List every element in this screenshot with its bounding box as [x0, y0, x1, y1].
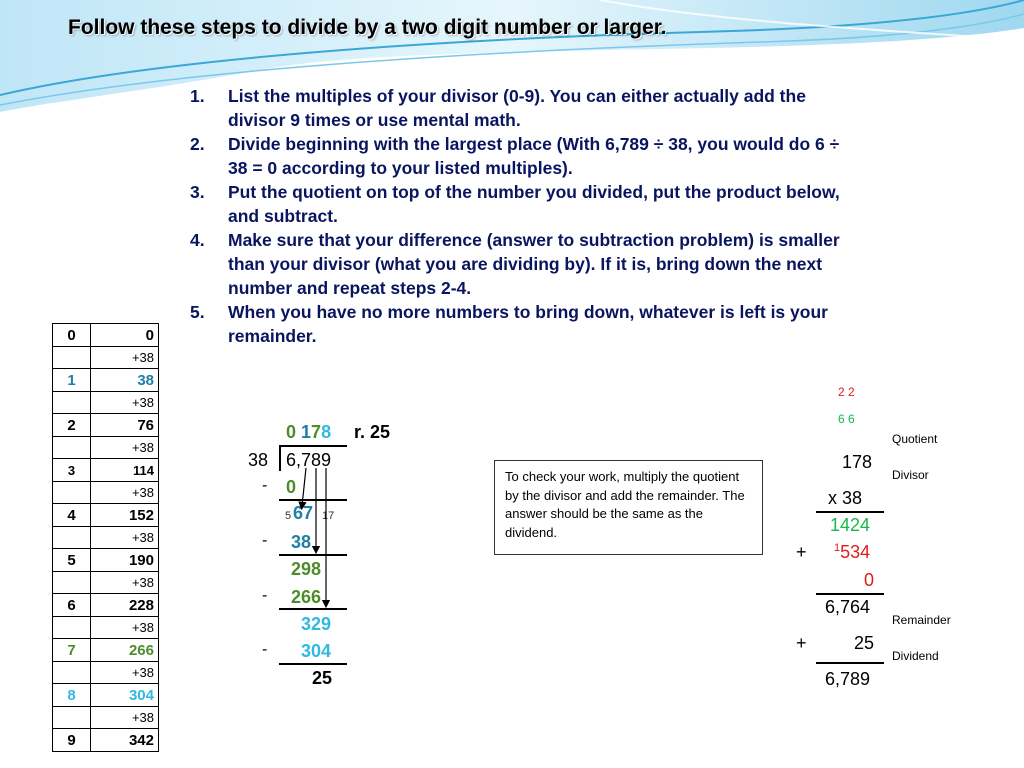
multiple-index: 5 [53, 549, 91, 572]
multiple-row [53, 549, 159, 572]
sum-line [816, 593, 884, 595]
empty-cell [53, 707, 91, 729]
increment-row [53, 572, 159, 594]
multiple-index: 7 [53, 639, 91, 662]
minus-sign: - [262, 532, 268, 549]
step-text: Divide beginning with the largest place (With 6,789 ÷ 38, you would do 6 ÷ 38 = 0 according to your listed multiples). [228, 134, 840, 178]
empty-cell [53, 347, 91, 369]
increment-value: +38 [91, 572, 159, 594]
subtraction-line [279, 663, 347, 665]
multiple-row [53, 639, 159, 662]
division-bar [279, 445, 347, 447]
quotient-digit: 0 [286, 422, 297, 442]
step-item [190, 132, 850, 180]
plus-sign: + [796, 633, 807, 653]
check-product: 6,764 [825, 597, 871, 617]
step-text: List the multiples of your divisor (0-9). You can either actually add the divisor 9 times or use mental math. [228, 86, 806, 130]
difference-3: 329 [301, 614, 332, 634]
multiple-value: 0 [91, 324, 159, 347]
check-dividend: 6,789 [825, 669, 871, 689]
check-quotient: 178 [842, 452, 873, 472]
multiple-index: 3 [53, 459, 91, 482]
minus-sign: - [262, 641, 268, 658]
increment-value: +38 [91, 527, 159, 549]
divisor: 38 [248, 450, 269, 470]
carry-mark: 1 [834, 542, 841, 554]
step-number: 1. [190, 86, 205, 106]
empty-cell [53, 482, 91, 504]
division-bracket [279, 445, 281, 471]
multiple-index: 9 [53, 729, 91, 752]
multiple-value: 266 [91, 639, 159, 662]
increment-row [53, 482, 159, 504]
carry-digits: 2 2 [838, 385, 855, 399]
multiple-index: 6 [53, 594, 91, 617]
step-item [190, 84, 850, 132]
step-number: 3. [190, 182, 205, 202]
increment-row [53, 347, 159, 369]
product-2: 38 [291, 532, 312, 552]
borrow-note: 5 [285, 510, 292, 522]
multiple-index: 0 [53, 324, 91, 347]
multiple-value: 228 [91, 594, 159, 617]
multiple-value: 342 [91, 729, 159, 752]
multiple-index: 2 [53, 414, 91, 437]
increment-value: +38 [91, 347, 159, 369]
product-4: 304 [301, 641, 332, 661]
multiple-value: 304 [91, 684, 159, 707]
minus-sign: - [262, 587, 268, 604]
partial-product [834, 542, 870, 563]
check-remainder: 25 [854, 633, 875, 653]
steps-list [190, 84, 850, 348]
product-line [816, 511, 884, 513]
empty-cell [53, 617, 91, 639]
multiple-value: 152 [91, 504, 159, 527]
bring-down-arrows [296, 466, 336, 636]
empty-cell [53, 527, 91, 549]
multiples-table [52, 323, 159, 752]
step-text: When you have no more numbers to bring down, whatever is left is your remainder. [228, 302, 828, 346]
step-item [190, 228, 850, 300]
step-item [190, 300, 850, 348]
multiple-index: 8 [53, 684, 91, 707]
increment-value: +38 [91, 662, 159, 684]
increment-row [53, 662, 159, 684]
multiple-row [53, 684, 159, 707]
multiple-value: 76 [91, 414, 159, 437]
empty-cell [53, 662, 91, 684]
increment-row [53, 527, 159, 549]
empty-cell [53, 392, 91, 414]
quotient-label: Quotient [892, 432, 938, 446]
page-title: Follow these steps to divide by a two digit number or larger. [68, 16, 667, 39]
dividend-label: Dividend [892, 649, 939, 663]
increment-value: +38 [91, 617, 159, 639]
increment-value: +38 [91, 482, 159, 504]
borrow-note: 17 [322, 510, 335, 522]
final-remainder: 25 [312, 668, 333, 688]
multiple-row [53, 504, 159, 527]
increment-row [53, 707, 159, 729]
multiple-value: 38 [91, 369, 159, 392]
quotient-digits [286, 422, 331, 443]
check-divisor: x 38 [828, 488, 863, 508]
multiple-row [53, 729, 159, 752]
step-number: 2. [190, 134, 205, 154]
increment-value: +38 [91, 437, 159, 459]
partial-product-value: 534 [840, 542, 871, 562]
increment-row [53, 617, 159, 639]
plus-sign: + [796, 542, 807, 562]
multiple-row [53, 324, 159, 347]
multiple-row [53, 369, 159, 392]
remainder-label: Remainder [892, 613, 951, 627]
multiple-index: 1 [53, 369, 91, 392]
product-1: 0 [286, 477, 297, 497]
empty-cell [53, 437, 91, 459]
difference-2: 298 [291, 559, 322, 579]
increment-row [53, 437, 159, 459]
step-text: Make sure that your difference (answer to subtraction problem) is smaller than your divisor (what you are dividing by). If it is, bring down the next number and repeat steps 2-4. [228, 230, 840, 298]
multiple-value: 190 [91, 549, 159, 572]
increment-value: +38 [91, 707, 159, 729]
product-3: 266 [291, 587, 322, 607]
step-text: Put the quotient on top of the number you divided, put the product below, and subtract. [228, 182, 840, 226]
quotient-digit: 7 [311, 422, 322, 442]
multiple-value: 114 [91, 459, 159, 482]
multiple-index: 4 [53, 504, 91, 527]
multiple-row [53, 414, 159, 437]
increment-value: +38 [91, 392, 159, 414]
remainder-label: r. 25 [354, 422, 391, 442]
partial-product: 1424 [830, 515, 871, 535]
carry-digits: 6 6 [838, 412, 855, 426]
step-number: 5. [190, 302, 205, 322]
check-note-box: To check your work, multiply the quotient by the divisor and add the remainder. The answer should be the same as the dividend. [494, 460, 763, 555]
step-number: 4. [190, 230, 205, 250]
divisor-label: Divisor [892, 468, 929, 482]
dividend: 6,789 [286, 450, 332, 470]
minus-sign: - [262, 477, 268, 494]
quotient-digit: 8 [321, 422, 332, 442]
step-item [190, 180, 850, 228]
total-line [816, 662, 884, 664]
increment-row [53, 392, 159, 414]
multiple-row [53, 594, 159, 617]
quotient-digit: 1 [301, 422, 312, 442]
empty-cell [53, 572, 91, 594]
difference-1: 67 [293, 503, 314, 523]
multiple-row [53, 459, 159, 482]
partial-product: 0 [864, 570, 875, 590]
